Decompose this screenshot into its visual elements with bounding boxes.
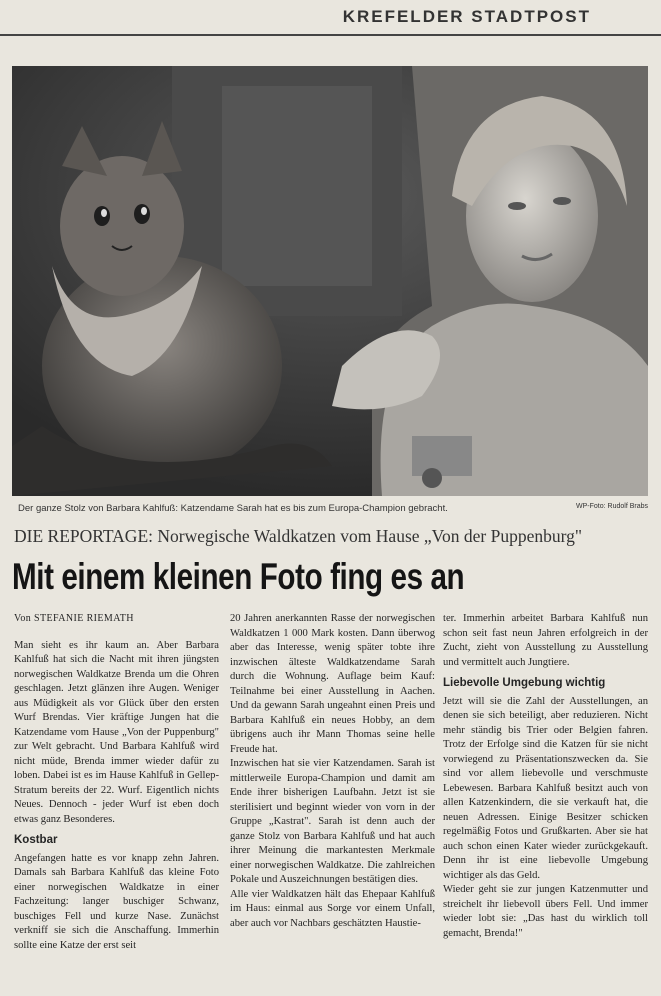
paragraph: Man sieht es ihr kaum an. Aber Barbara Kahlfuß hat sich die Nacht mit ihren jüngsten norwegischen Waldkatze Brenda um die Ohren geschlagen. Jetzt glänzen ihre Augen. Weniger aus Müdigkeit als vor Glück über den ersten Wurf Brendas. Vier kräftige Jungen hat die Katzendame vom Hause „Von der Puppenburg" zur Welt gebracht. Und Barbara Kahlfuß wird nicht müde, Brenda immer wieder dafür zu loben. Dabei ist es im Hause Kahlfuß in Gellep-Stratum bereits der 22. Wurf. Eigentlich nichts Neues. Dennoch - jeder Wurf ist eben doch etwas ganz Besonderes. xyxy=(14,639,219,825)
paragraph: Jetzt will sie die Zahl der Ausstellungen, an denen sie sich beteiligt, aber reduzieren. Nicht mehr ständig bis Trier oder Belgien fahren. Trotz der Erfolge sind die Katzen für sie nicht vorwiegend zu Präsentationszwecken da. Sie sind vor allem liebevolle und verschmuste Lebewesen. Barbara Kahlfuß besitzt auch von allen Katzenkindern, die sie verkauft hat, die neuen Adressen. Einige Besitzer schicken regelmäßig Fotos und Grußkarten. Aber sie hat auch schon einen Kater wieder zurückgekauft. Denn ihr ist eine liebevolle Umgebung wichtiger als das Geld. xyxy=(443,695,648,881)
article-column-2 xyxy=(230,612,435,931)
article-column-1 xyxy=(14,612,219,953)
photo-credit: WP-Foto: Rudolf Brabs xyxy=(576,503,648,510)
byline: Von STEFANIE RIEMATH xyxy=(14,613,134,624)
article-kicker: DIE REPORTAGE: Norwegische Waldkatzen vom Hause „Von der Puppenburg" xyxy=(14,526,583,546)
caption-text: Der ganze Stolz von Barbara Kahlfuß: Katzendame Sarah hat es bis zum Europa-Champion gebracht. xyxy=(18,503,448,514)
subheading: Liebevolle Umgebung wichtig xyxy=(443,677,606,689)
subheading: Kostbar xyxy=(14,834,58,846)
article-headline: Mit einem kleinen Foto fing es an xyxy=(12,556,465,597)
paragraph: Angefangen hatte es vor knapp zehn Jahren. Damals sah Barbara Kahlfuß das kleine Foto einer norwegischen Waldkatze in einer Fachzeitung: langer buschiger Schwanz, buschiges Fell und kurze Nase. Zunächst verkniff sie sich die Anschaffung. Immerhin sollte eine Katze der erst seit xyxy=(14,852,219,951)
article-column-3 xyxy=(443,612,648,941)
paragraph: Alle vier Waldkatzen hält das Ehepaar Kahlfuß im Haus: einmal aus Sorge vor einem Unfall, aber auch vor Nachbars geschätzten Haustie- xyxy=(230,888,435,929)
photo-caption xyxy=(18,503,648,517)
article-photo xyxy=(12,66,648,496)
masthead xyxy=(0,0,661,36)
paragraph: ter. Immerhin arbeitet Barbara Kahlfuß nun schon seit fast neun Jahren erfolgreich in der Zucht, zieht von Ausstellung zu Ausstellung und vermittelt auch Jungtiere. xyxy=(443,613,648,668)
paragraph: Inzwischen hat sie vier Katzendamen. Sarah ist mittlerweile Europa-Champion und damit am Ende ihrer bisherigen Laufbahn. Jetzt ist sie sterilisiert und beginnt wieder von vorn in der Gruppe „Kastrat". Sarah ist denn auch der ganze Stolz von Barbara Kahlfuß und hat auch ihrer Meinung die markantesten Merkmale einer norwegischen Waldkatze. Die zahlreichen Pokale und Auszeichnungen bestätigen dies. xyxy=(230,758,435,885)
paragraph: 20 Jahren anerkannten Rasse der norwegischen Waldkatzen 1 000 Mark kosten. Dann überwog aber das Interesse, wenig später tobte ihre inzwischen älteste Waldkatzendame Sarah durch die Wohnung. Auflage beim Kauf: Teilnahme bei einer Ausstellung in Aachen. Und da gewann Sarah ungeahnt einen Preis und Barbara Kahlfuß ein neues Hobby, an dem übrigens auch ihr Mann Thomas seine helle Freude hat. xyxy=(230,613,435,755)
newspaper-name: KREFELDER STADTPOST xyxy=(342,7,591,26)
paragraph: Wieder geht sie zur jungen Katzenmutter und streichelt ihr liebevoll übers Fell. Und immer wieder lobt sie: „Das hast du wirklich toll gemacht, Brenda!" xyxy=(443,884,648,939)
